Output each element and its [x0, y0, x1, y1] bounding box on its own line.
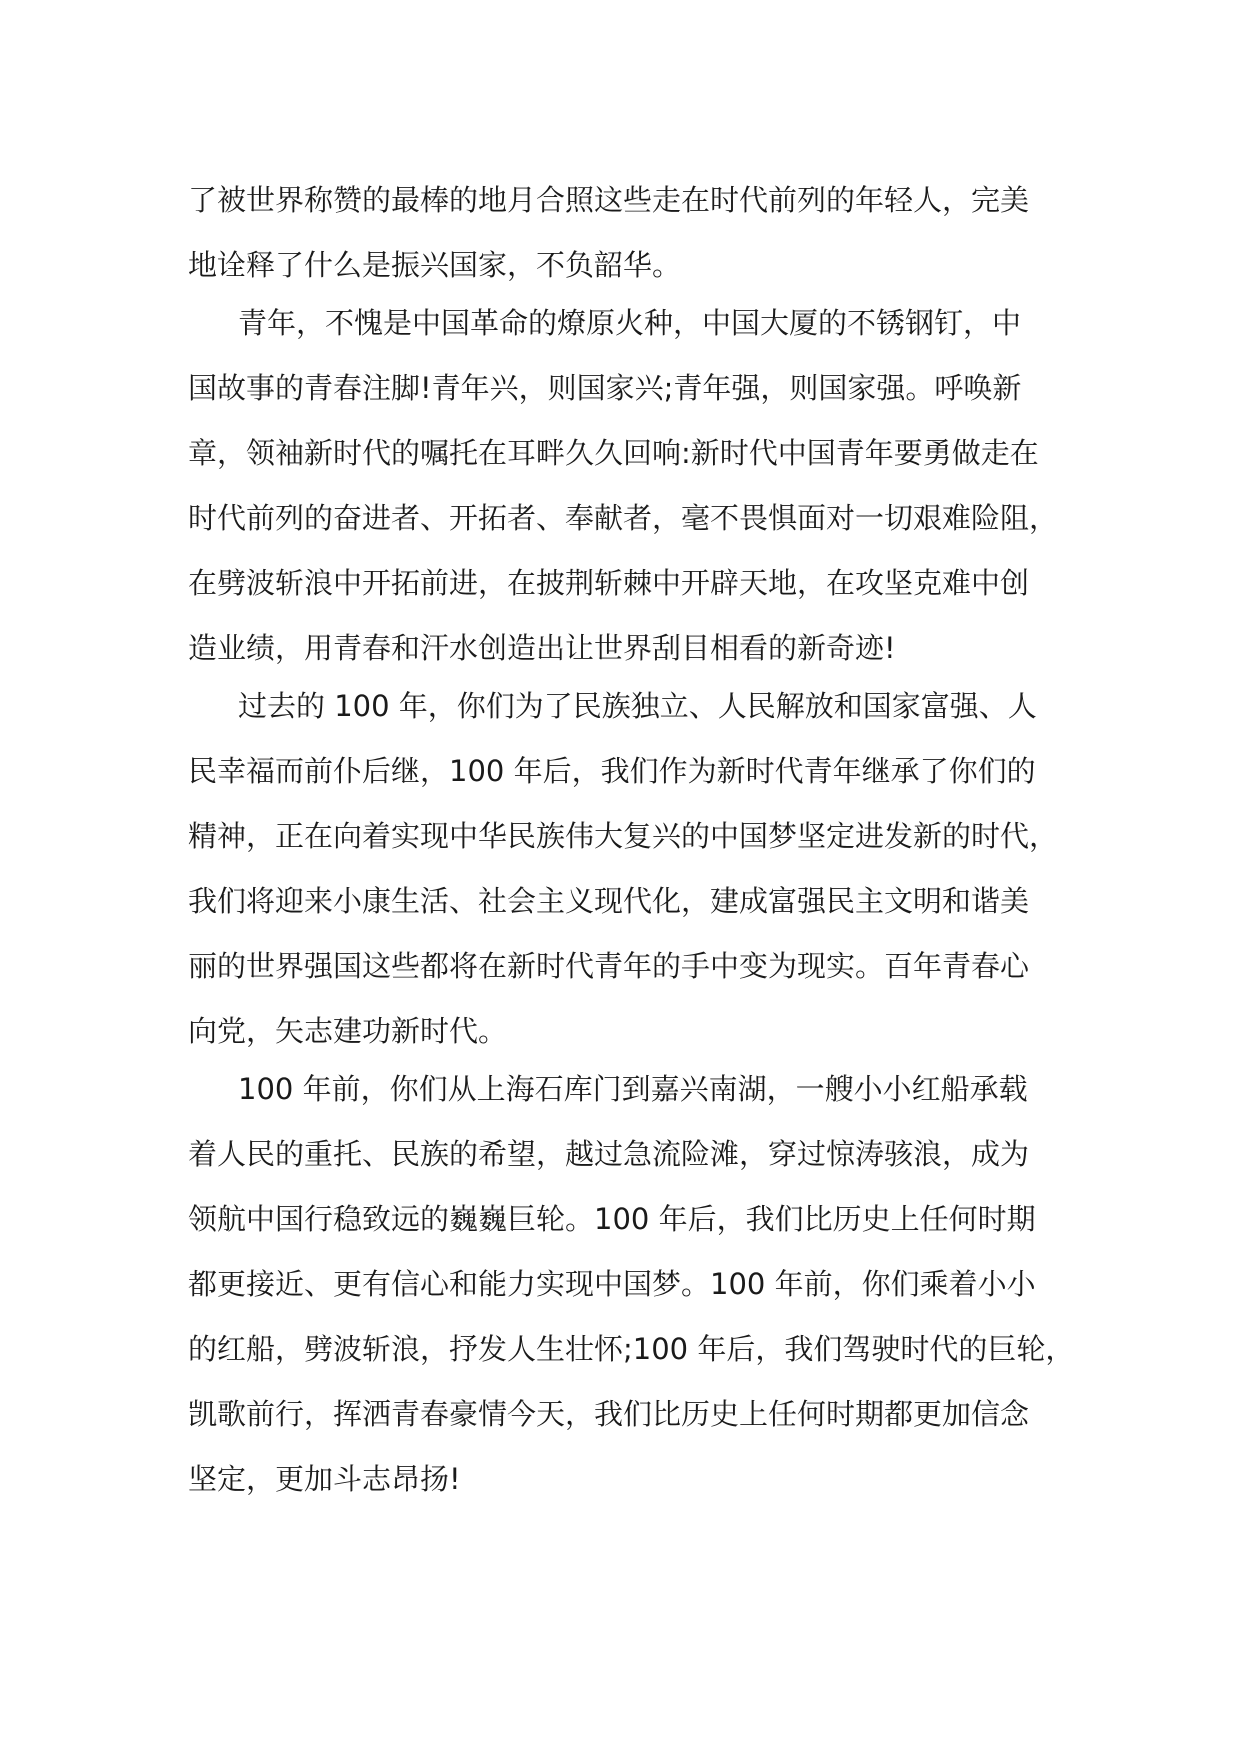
text-line: 凯歌前行，挥洒青春豪情今天，我们比历史上任何时期都更加信念: [188, 1397, 1030, 1431]
text-line: 青年，不愧是中国革命的燎原火种，中国大厦的不锈钢钉，中: [238, 306, 1022, 340]
text-line: 我们将迎来小康生活、社会主义现代化，建成富强民主文明和谐美: [188, 884, 1030, 918]
text-line: 时代前列的奋进者、开拓者、奉献者，毫不畏惧面对一切艰难险阻，: [188, 501, 1059, 535]
paragraph-3: [188, 674, 1088, 1064]
text-line: 在劈波斩浪中开拓前进，在披荆斩棘中开辟天地，在攻坚克难中创: [188, 566, 1030, 600]
text-line: 精神，正在向着实现中华民族伟大复兴的中国梦坚定进发新的时代，: [188, 819, 1059, 853]
text-line: 民幸福而前仆后继，100 年后，我们作为新时代青年继承了你们的: [188, 754, 1036, 788]
text-line: 国故事的青春注脚!青年兴，则国家兴;青年强，则国家强。呼唤新: [188, 371, 1022, 405]
text-line: 地诠释了什么是振兴国家，不负韶华。: [188, 248, 682, 282]
text-line: 章，领袖新时代的嘱托在耳畔久久回响:新时代中国青年要勇做走在: [188, 436, 1039, 470]
text-line: 的红船，劈波斩浪，抒发人生壮怀;100 年后，我们驾驶时代的巨轮，: [188, 1332, 1075, 1366]
text-line: 丽的世界强国这些都将在新时代青年的手中变为现实。百年青春心: [188, 949, 1030, 983]
text-line: 向党，矢志建功新时代。: [188, 1014, 508, 1048]
text-line: 造业绩，用青春和汗水创造出让世界刮目相看的新奇迹!: [188, 631, 896, 665]
text-line: 过去的 100 年，你们为了民族独立、人民解放和国家富强、人: [238, 689, 1037, 723]
paragraph-2: [188, 291, 1088, 681]
text-line: 着人民的重托、民族的希望，越过急流险滩，穿过惊涛骇浪，成为: [188, 1137, 1030, 1171]
paragraph-1: [188, 168, 1088, 298]
text-line: 坚定，更加斗志昂扬!: [188, 1462, 461, 1496]
paragraph-4: [188, 1057, 1088, 1512]
text-line: 领航中国行稳致远的巍巍巨轮。100 年后，我们比历史上任何时期: [188, 1202, 1036, 1236]
text-line: 都更接近、更有信心和能力实现中国梦。100 年前，你们乘着小小: [188, 1267, 1036, 1301]
text-line: 100 年前，你们从上海石库门到嘉兴南湖，一艘小小红船承载: [238, 1072, 1028, 1106]
document-body: [188, 168, 1088, 1512]
text-line: 了被世界称赞的最棒的地月合照这些走在时代前列的年轻人，完美: [188, 183, 1030, 217]
